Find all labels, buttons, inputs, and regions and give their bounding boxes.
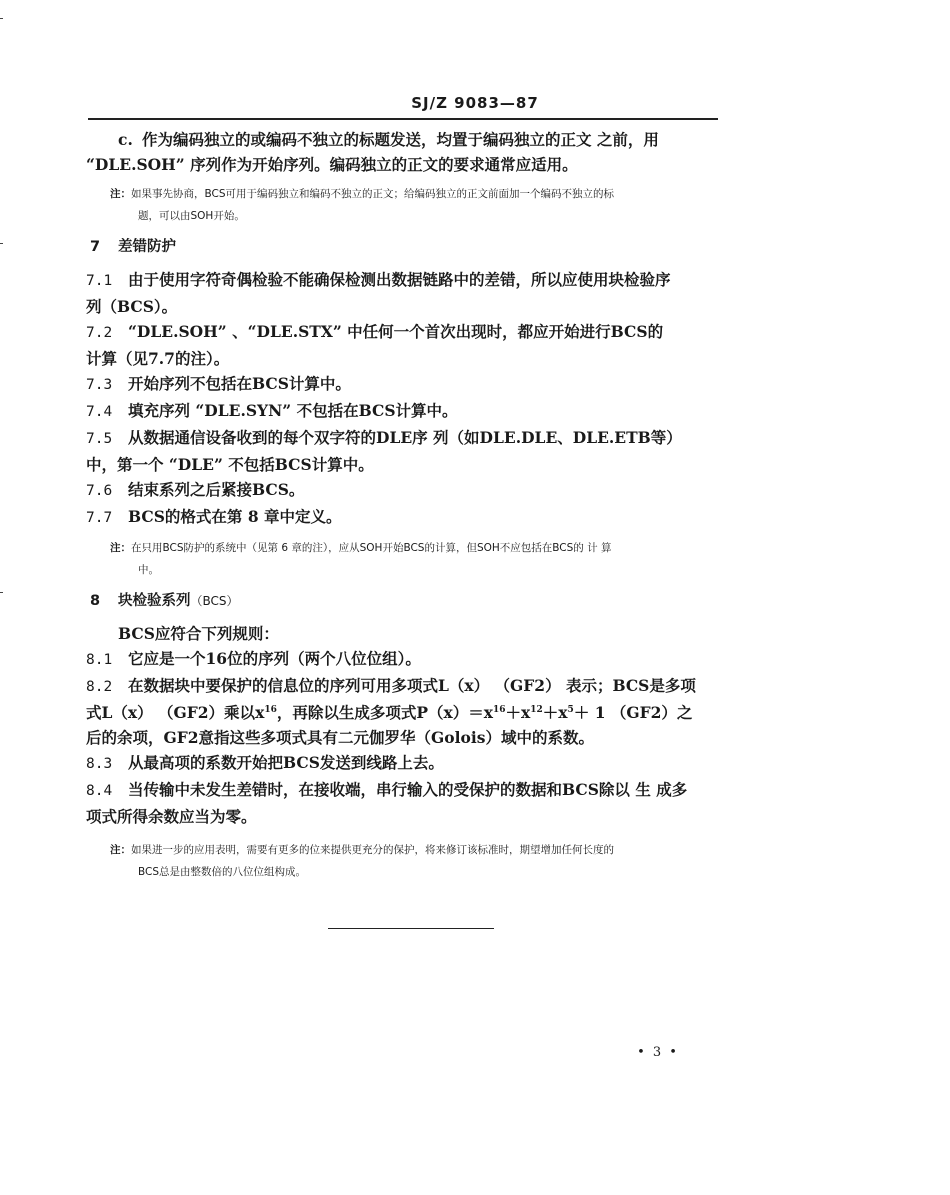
section-8-heading [86, 587, 726, 615]
clause-text: “DLE.SOH” 、“DLE.STX” 中任何一个首次出现时，都应开始进行BCS的 [128, 322, 664, 341]
header-rule [88, 118, 718, 120]
clause-text-cont: 计算（见7.7的注）。 [86, 349, 230, 368]
clause-7-7 [86, 504, 726, 531]
note-1-line1: 如果事先协商，BCS可用于编码独立和编码不独立的正文；给编码独立的正文前面加一个编码不独立的标 [131, 188, 615, 200]
clause-number: 7.6 [86, 483, 113, 499]
clause-text: 它应是一个16位的序列（两个八位位组）。 [128, 649, 421, 668]
note-2 [86, 537, 726, 581]
clause-number: 7.3 [86, 377, 113, 393]
clause-7-4 [86, 398, 726, 425]
clause-8-1 [86, 646, 726, 673]
section-8-intro: BCS应符合下列规则： [118, 624, 279, 643]
clause-8-3 [86, 750, 726, 777]
clause-text-cont: 后的余项，GF2意指这些多项式具有二元伽罗华（Golois）域中的系数。 [86, 728, 594, 747]
clause-number: 7.7 [86, 510, 113, 526]
clause-7-5 [86, 425, 726, 477]
exponent: 5 [567, 704, 574, 715]
note-3-line2: BCS总是由整数倍的八位位组构成。 [138, 866, 307, 878]
clause-number: 8.2 [86, 679, 113, 695]
poly-text-mid: ＋x [542, 703, 568, 722]
clause-number: 8.3 [86, 756, 113, 772]
page-number: • 3 • [637, 1045, 679, 1060]
clause-text-cont: 中，第一个 “DLE” 不包括BCS计算中。 [86, 455, 374, 474]
scan-edge-mark [0, 243, 3, 244]
clause-number: 7.2 [86, 325, 113, 341]
standard-code: SJ/Z 9083—87 [411, 94, 539, 112]
section-title: 差错防护 [118, 239, 176, 255]
exponent: 16 [492, 704, 506, 715]
item-c [86, 127, 726, 152]
clause-number: 7.4 [86, 404, 113, 420]
note-2-line1: 在只用BCS防护的系统中（见第 6 章的注），应从SOH开始BCS的计算，但SOH不应包括在BCS的 计 算 [131, 542, 612, 554]
clause-8-2 [86, 673, 726, 750]
poly-text-a: 式L（x） （GF2）乘以x [86, 703, 265, 722]
clause-text: 在数据块中要保护的信息位的序列可用多项式L（x） （GF2） 表示；BCS是多项 [128, 676, 696, 695]
note-label: 注： [110, 188, 131, 200]
scan-edge-mark [0, 18, 3, 19]
clause-text: 开始序列不包括在BCS计算中。 [128, 374, 351, 393]
item-c-line1: 作为编码独立的或编码不独立的标题发送，均置于编码独立的正文 之前，用 [142, 130, 659, 149]
clause-text: 从数据通信设备收到的每个双字符的DLE序 列（如DLE.DLE、DLE.ETB等） [128, 428, 682, 447]
clause-number: 7.1 [86, 273, 113, 289]
note-2-line2: 中。 [138, 564, 159, 576]
exponent: 16 [264, 704, 277, 715]
scan-edge-mark [0, 592, 3, 593]
note-3 [86, 839, 726, 883]
poly-text-mid: ＋x [505, 703, 531, 722]
clause-text: BCS的格式在第 8 章中定义。 [128, 507, 342, 526]
clause-7-3 [86, 371, 726, 398]
clause-text: 当传输中未发生差错时，在接收端，串行输入的受保护的数据和BCS除以 生 成多 [128, 780, 688, 799]
note-3-line1: 如果进一步的应用表明，需要有更多的位来提供更充分的保护，将来修订该标准时，期望增加任何长度的 [131, 844, 614, 856]
clause-text-cont: 项式所得余数应当为零。 [86, 807, 257, 826]
exponent: 12 [530, 704, 543, 715]
item-c-label: c. [118, 130, 133, 149]
section-number: 7 [90, 239, 101, 255]
end-rule [328, 928, 494, 929]
note-label: 注： [110, 844, 131, 856]
clause-7-2 [86, 319, 726, 371]
clause-text: 结束系列之后紧接BCS。 [128, 480, 305, 499]
clause-7-6 [86, 477, 726, 504]
clause-number: 7.5 [86, 431, 113, 447]
section-title: 块检验系列 [118, 593, 191, 609]
poly-text-c: ＋ 1 （GF2）之 [573, 703, 693, 722]
note-1 [86, 183, 726, 227]
note-1-line2: 题，可以由SOH开始。 [138, 210, 245, 222]
item-c-line2: “DLE.SOH” 序列作为开始序列。编码独立的正文的要求通常应适用。 [86, 155, 578, 174]
clause-7-1 [86, 267, 726, 319]
clause-text: 填充序列 “DLE.SYN” 不包括在BCS计算中。 [128, 401, 458, 420]
section-number: 8 [90, 593, 101, 609]
note-label: 注： [110, 542, 131, 554]
section-7-heading [86, 233, 726, 261]
clause-number: 8.4 [86, 783, 113, 799]
clause-text: 由于使用字符奇偶检验不能确保检测出数据链路中的差错，所以应使用块检验序 [128, 270, 671, 289]
clause-8-4 [86, 777, 726, 829]
clause-text-cont: 列（BCS）。 [86, 297, 178, 316]
section-subtitle: （BCS） [190, 594, 239, 608]
poly-text-b: ，再除以生成多项式P（x）＝x [276, 703, 493, 722]
clause-number: 8.1 [86, 652, 113, 668]
document-body [86, 127, 726, 883]
clause-text: 从最高项的系数开始把BCS发送到线路上去。 [128, 753, 444, 772]
polynomial-line [86, 700, 726, 725]
